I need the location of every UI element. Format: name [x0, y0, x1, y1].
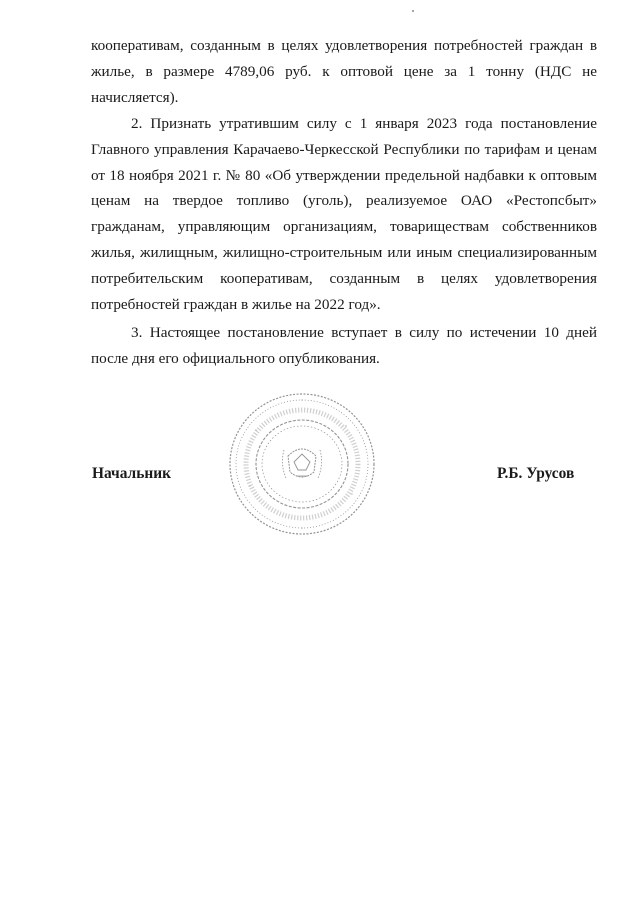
paragraph-3-text: 3. Настоящее постановление вступает в силу по истечении 10 дней после дня его официального опубликования.	[91, 324, 597, 367]
scan-speck	[412, 10, 414, 12]
signatory-name: Р.Б. Урусов	[497, 465, 575, 482]
paragraph-3	[91, 320, 597, 372]
paragraph-2-text: 2. Признать утратившим силу с 1 января 2023 года постановление Главного управления Карачаево-Черкесской Республики по тарифам и ценам от 18 ноября 2021 г. № 80 «Об утверждении предельной надбавки к оптовым ценам на твердое топливо (уголь), реализуемое ОАО «Рестопсбыт» гражданам, управляющим организациям, товариществам собственников жилья, жилищным, жилищно-строительным или иным специализированным потребительским кооперативам, созданным в целях удовлетворения потребностей граждан в жилье на 2022 год».	[91, 115, 597, 313]
paragraph-1	[91, 33, 597, 110]
signatory-title: Начальник	[92, 465, 171, 482]
official-seal-icon	[226, 390, 378, 538]
paragraph-1-text: кооперативам, созданным в целях удовлетворения потребностей граждан в жилье, в размере 4789,06 руб. к оптовой цене за 1 тонну (НДС не начисляется).	[91, 37, 597, 106]
paragraph-2	[91, 111, 597, 317]
